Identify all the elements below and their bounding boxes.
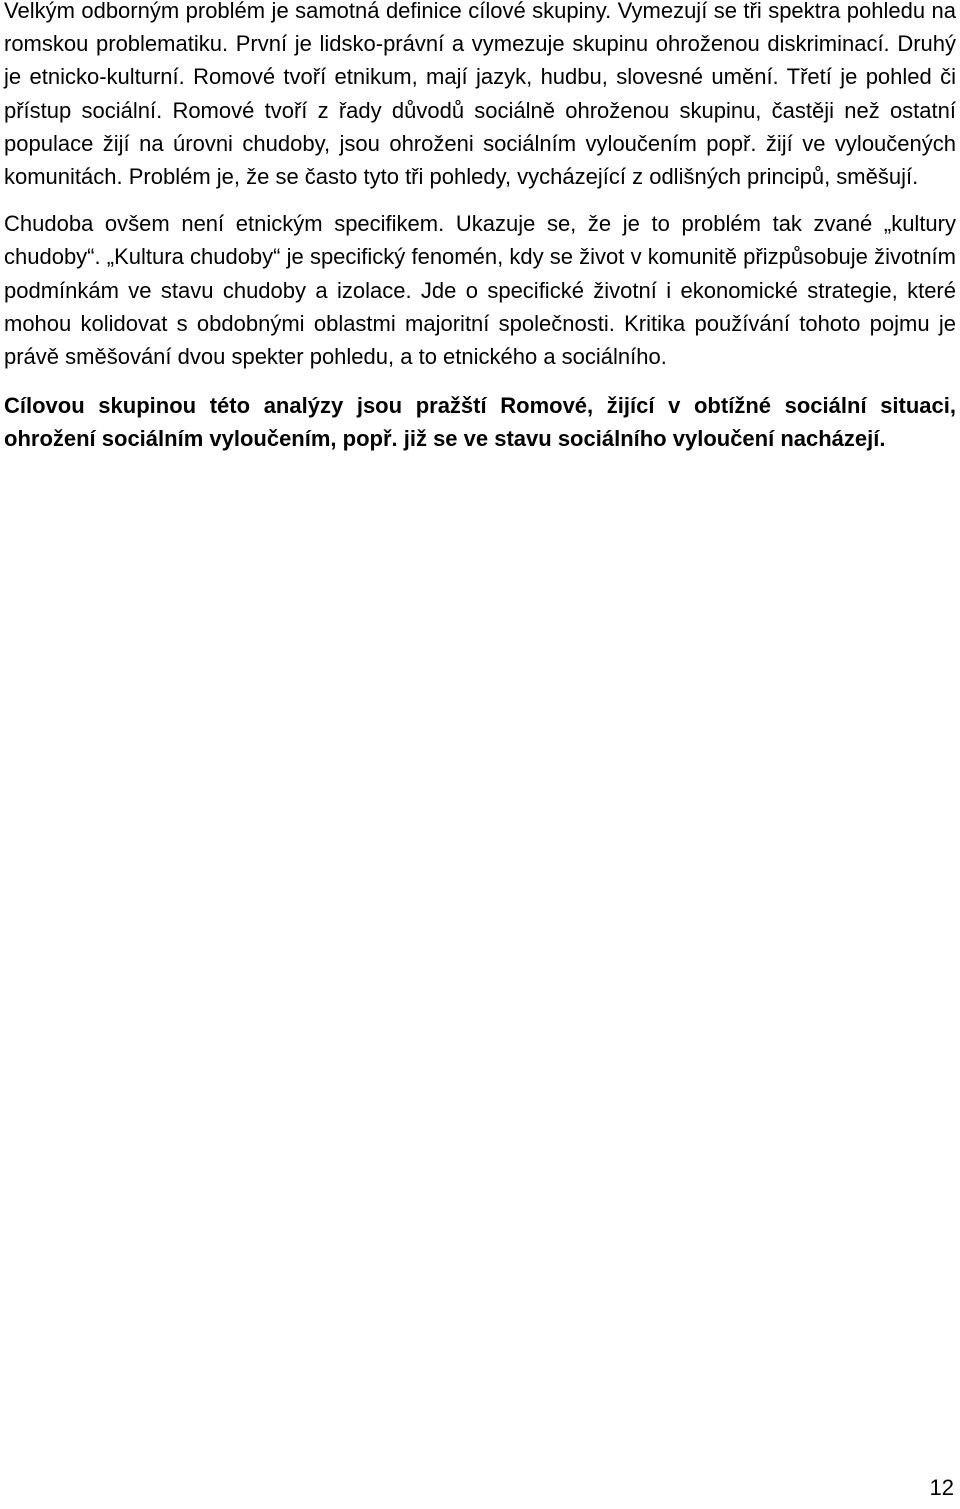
page-number: 12 <box>929 1475 954 1500</box>
paragraph-culture-of-poverty: Chudoba ovšem není etnickým specifikem. Ukazuje se, že je to problém tak zvané „kultury chudoby“. „Kultura chudoby“ je specifický fenomén, kdy se život v komunitě přizpůsobuje životním podmínkám ve stavu chudoby a izolace. Jde o specifické životní i ekonomické strategie, které mohou kolidovat s obdobnými oblastmi majoritní společnosti. Kritika používání tohoto pojmu je právě směšování dvou spekter pohledu, a to etnického a sociálního. <box>4 211 956 370</box>
paragraph-target-group-definition: Velkým odborným problém je samotná definice cílové skupiny. Vymezují se tři spektra pohledu na romskou problematiku. První je lidsko-právní a vymezuje skupinu ohroženou diskriminací. Druhý je etnicko-kulturní. Romové tvoří etnikum, mají jazyk, hudbu, slovesné umění. Třetí je pohled či přístup sociální. Romové tvoří z řady důvodů sociálně ohroženou skupinu, častěji než ostatní populace žijí na úrovni chudoby, jsou ohroženi sociálním vyloučením popř. žijí ve vyloučených komunitách. Problém je, že se často tyto tři pohledy, vycházející z odlišných principů, směšují. <box>4 0 956 190</box>
paragraph-analysis-target-group: Cílovou skupinou této analýzy jsou pražští Romové, žijící v obtížné sociální situaci, ohrožení sociálním vyloučením, popř. již se ve stavu sociálního vyloučení nacházejí. <box>4 393 956 452</box>
